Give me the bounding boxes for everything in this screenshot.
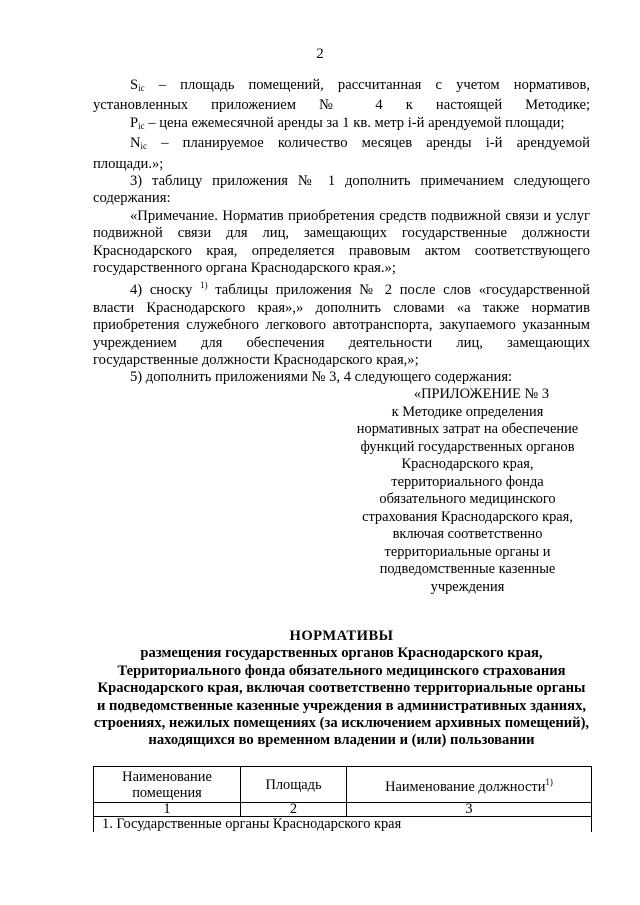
appendix-line: включая соответственно bbox=[392, 526, 543, 542]
appendix-line: территориального фонда bbox=[391, 473, 544, 490]
paragraph-s-ic: $S_{ic}$ – площадь помещений, рассчитанная с учетом нормативов, установленных приложением № 4 к настоящей Методике; bbox=[93, 77, 590, 114]
section-row: 1. Государственные органы Краснодарского края bbox=[94, 817, 592, 833]
paragraph-item-5: 5) дополнить приложениями № 3, 4 следующего содержания: bbox=[130, 369, 513, 386]
appendix-line: обязательного медицинского bbox=[379, 491, 556, 507]
appendix-line: функций государственных органов bbox=[360, 438, 575, 455]
title-text: размещения государственных органов Краснодарского края, Территориального фонда обязательного медицинского страхования Краснодарского края, включая соответственно территориальные органы и подведомственные казенные учреждения в административных зданиях, строениях, нежилых помещениях (за исключением архивных помещений), находящихся во временном владении и (или) пользовании bbox=[93, 645, 590, 749]
column-number: 1 bbox=[94, 803, 241, 817]
appendix-line: «ПРИЛОЖЕНИЕ № 3 bbox=[413, 386, 550, 402]
appendix-line: учреждения bbox=[430, 578, 505, 595]
header-position: Наименование должности$^{1)}$ bbox=[347, 767, 592, 803]
table-header-row bbox=[94, 767, 592, 803]
appendix-line: Краснодарского края, bbox=[401, 456, 534, 472]
header-room-name: Наименование помещения bbox=[94, 767, 241, 803]
paragraph-item-4: 4) сноску $^{1)}$ таблицы приложения № 2 после слов «государственной власти Краснодарского края»,» дополнить словами «а также норматив приобретения служебного легкового автотранспорта, закупаемого указанным учреждением для обеспечения деятельности лиц, замещающих государственные должности Краснодарского края,»; bbox=[93, 280, 590, 368]
appendix-line: подведомственные казенные bbox=[379, 561, 556, 577]
norms-table bbox=[93, 766, 592, 832]
header-area: Площадь bbox=[241, 767, 347, 803]
appendix-line: территориальные органы и bbox=[384, 543, 551, 560]
appendix-line: нормативных затрат на обеспечение bbox=[356, 421, 579, 437]
document-body bbox=[93, 77, 590, 387]
paragraph-n-ic: $N_{ic}$ – планируемое количество месяцев аренды i-й арендуемой площади.»; bbox=[93, 135, 590, 172]
appendix-header bbox=[340, 386, 595, 596]
title-heading: НОРМАТИВЫ bbox=[289, 628, 394, 644]
document-title bbox=[93, 628, 590, 750]
column-number: 2 bbox=[241, 803, 347, 817]
paragraph-item-3: 3) таблицу приложения № 1 дополнить примечанием следующего содержания: bbox=[93, 173, 590, 207]
appendix-line: страхования Краснодарского края, bbox=[362, 508, 573, 525]
appendix-line: к Методике определения bbox=[391, 403, 544, 420]
page-number: 2 bbox=[316, 46, 324, 62]
table-row bbox=[94, 803, 592, 817]
paragraph-p-ic: $P_{ic}$ – цена ежемесячной аренды за 1 кв. метр i-й арендуемой площади; bbox=[130, 114, 565, 131]
paragraph-note: «Примечание. Норматив приобретения средств подвижной связи и услуг подвижной связи для лиц, замещающих государственные должности Краснодарского края, определяется правовым актом соответствующего государственного органа Краснодарского края.»; bbox=[93, 207, 590, 277]
column-number: 3 bbox=[347, 803, 592, 817]
table-row bbox=[94, 817, 592, 833]
